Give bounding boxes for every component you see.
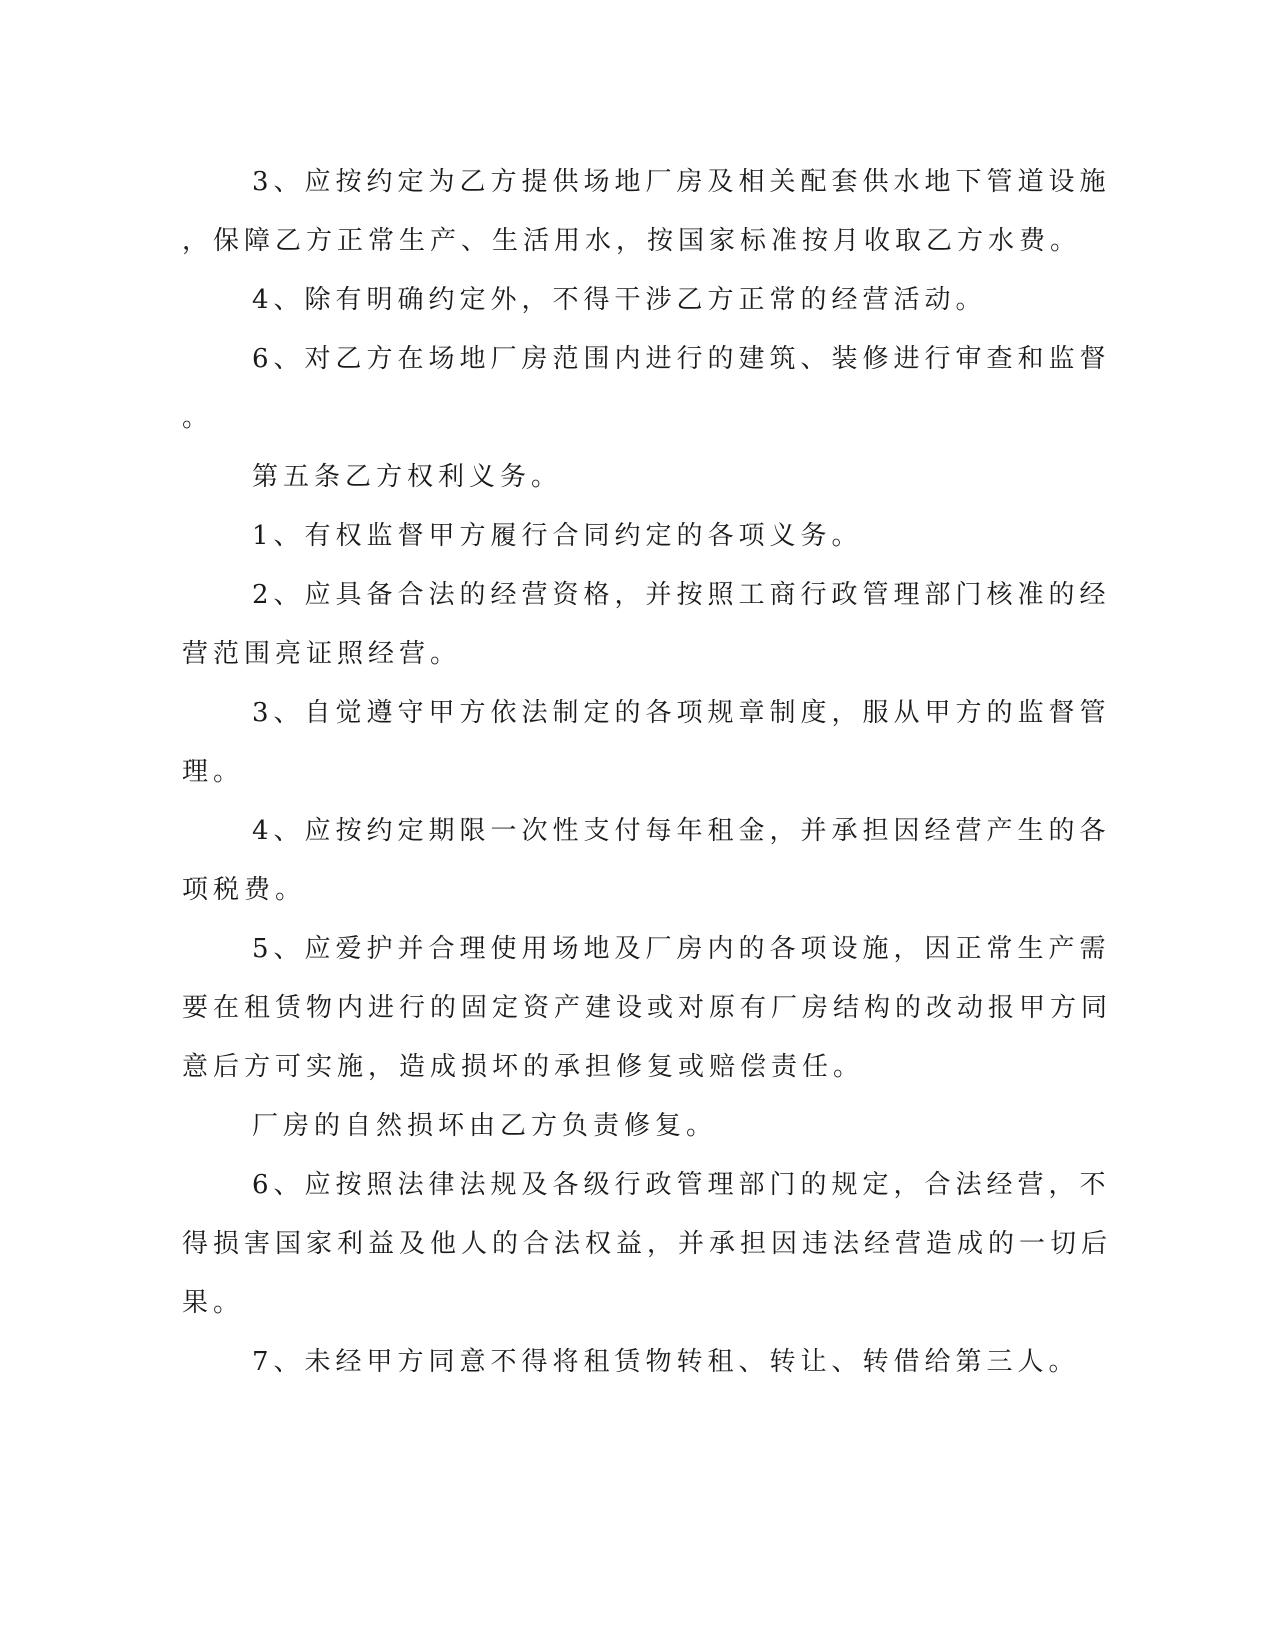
- text-line: ，保障乙方正常生产、生活用水，按国家标准按月收取乙方水费。: [182, 226, 1082, 256]
- section-heading: 第五条乙方权利义务。: [252, 462, 563, 492]
- text-line: 2、应具备合法的经营资格，并按照工商行政管理部门核准的经: [252, 580, 1111, 610]
- text-line: 项税费。: [182, 875, 307, 905]
- text-line: 要在租赁物内进行的固定资产建设或对原有厂房结构的改动报甲方同: [182, 993, 1113, 1023]
- text-line: 7、未经甲方同意不得将租赁物转租、转让、转借给第三人。: [252, 1347, 1080, 1377]
- text-line: 。: [182, 403, 214, 433]
- text-line: 6、对乙方在场地厂房范围内进行的建筑、装修进行审查和监督: [252, 344, 1111, 374]
- document-body: [182, 162, 1113, 1401]
- text-line: 5、应爱护并合理使用场地及厂房内的各项设施，因正常生产需: [252, 934, 1111, 964]
- text-line: 营范围亮证照经营。: [182, 639, 462, 669]
- text-line: 4、除有明确约定外，不得干涉乙方正常的经营活动。: [252, 285, 987, 315]
- text-line: 果。: [182, 1288, 245, 1318]
- text-line: 1、有权监督甲方履行合同约定的各项义务。: [252, 521, 863, 551]
- text-line: 厂房的自然损坏由乙方负责修复。: [252, 1111, 718, 1141]
- text-line: 得损害国家利益及他人的合法权益，并承担因违法经营造成的一切后: [182, 1229, 1113, 1259]
- text-line: 4、应按约定期限一次性支付每年租金，并承担因经营产生的各: [252, 816, 1111, 846]
- text-line: 理。: [182, 757, 245, 787]
- text-line: 意后方可实施，造成损坏的承担修复或赔偿责任。: [182, 1052, 865, 1082]
- text-line: 6、应按照法律法规及各级行政管理部门的规定，合法经营，不: [252, 1170, 1111, 1200]
- text-line: 3、自觉遵守甲方依法制定的各项规章制度，服从甲方的监督管: [252, 698, 1111, 728]
- text-line: 3、应按约定为乙方提供场地厂房及相关配套供水地下管道设施: [252, 167, 1111, 197]
